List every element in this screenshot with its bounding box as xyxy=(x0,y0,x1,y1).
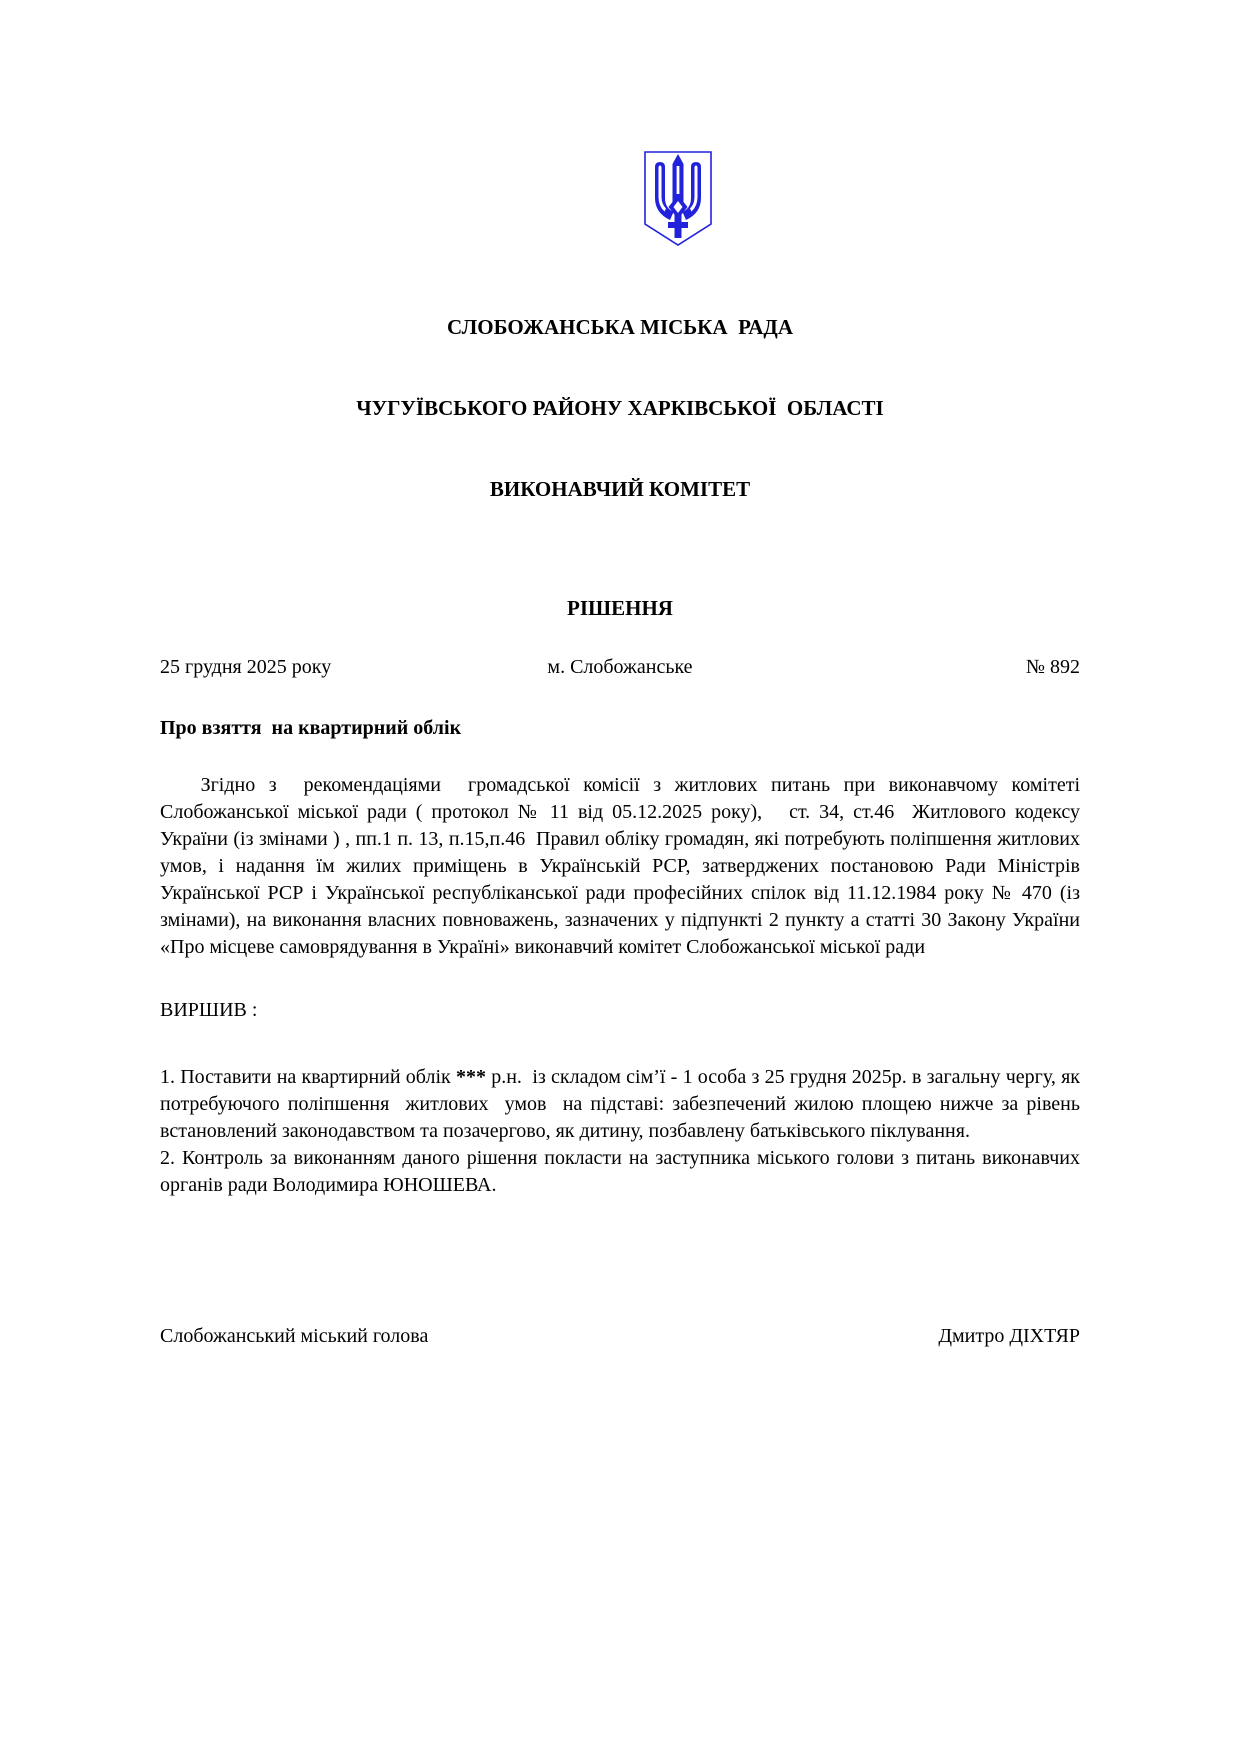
document-number: № 892 xyxy=(1025,656,1080,678)
org-region: ЧУГУЇВСЬКОГО РАЙОНУ ХАРКІВСЬКОЇ ОБЛАСТІ xyxy=(356,396,884,420)
document-place: м. Слобожанське xyxy=(547,656,693,678)
resolution-item-2-text: 2. Контроль за виконанням даного рішення покласти на заступника міського голови з питань виконавчих органів ради Володимира ЮНОШЕВА. xyxy=(160,1147,1085,1196)
org-body: ВИКОНАВЧИЙ КОМІТЕТ xyxy=(489,477,751,501)
resolution-item-1-continuation: р.н. із складом сім’ї - 1 особа з 25 грудня 2025р. в загальну чергу, як потребуючого поліпшення житлових умов на підставі: забезпечений жилою площею нижче за рівень встановлений законодавством та позачергово, як дитину, позбавлену батьківського піклування. xyxy=(160,1066,1086,1142)
document-preamble: Згідно з рекомендаціями громадської комісії з житлових питань при виконавчому комітеті Слобожанської міської ради ( протокол № 11 від 05.12.2025 року), ст. 34, ст.46 Житлового кодексу України (із змінами ) , пп.1 п. 13, п.15,п.46 Правил обліку громадян, які потребують поліпшення житлових умов, і надання їм жилих приміщень в Українській РСР, затверджених постановою Ради Міністрів Української РСР і Української республіканської ради професійних спілок від 11.12.1984 року № 470 (із змінами), на виконання власних повноважень, зазначених у підпункті 2 пункту а статті 30 Закону України «Про місцеве самоврядування в Україні» виконавчий комітет Слобожанської міської ради xyxy=(160,774,1086,958)
resolution-item-1 xyxy=(160,1064,1086,1145)
resolved-label: ВИРШИВ : xyxy=(160,999,258,1021)
document-subject: Про взяття на квартирний облік xyxy=(160,717,462,739)
document-date: 25 грудня 2025 року xyxy=(160,656,332,678)
resolution-item-1-text: 1. Поставити на квартирний облік xyxy=(160,1066,456,1088)
resolution-item-2 xyxy=(160,1145,1085,1199)
emblem-container xyxy=(160,150,1080,248)
resolution-items xyxy=(160,1064,1086,1199)
redacted-personal-data: *** xyxy=(455,1066,486,1088)
signer-position: Слобожанський міський голова xyxy=(160,1325,429,1347)
document-meta-row xyxy=(160,654,1080,681)
organization-header xyxy=(160,260,1080,557)
signer-name: Дмитро ДІХТЯР xyxy=(938,1325,1080,1347)
ukraine-trident-emblem-icon xyxy=(643,150,713,248)
document-type-title: РІШЕННЯ xyxy=(567,596,673,620)
org-name: СЛОБОЖАНСЬКА МІСЬКА РАДА xyxy=(447,315,793,339)
signature-row xyxy=(160,1323,1080,1350)
